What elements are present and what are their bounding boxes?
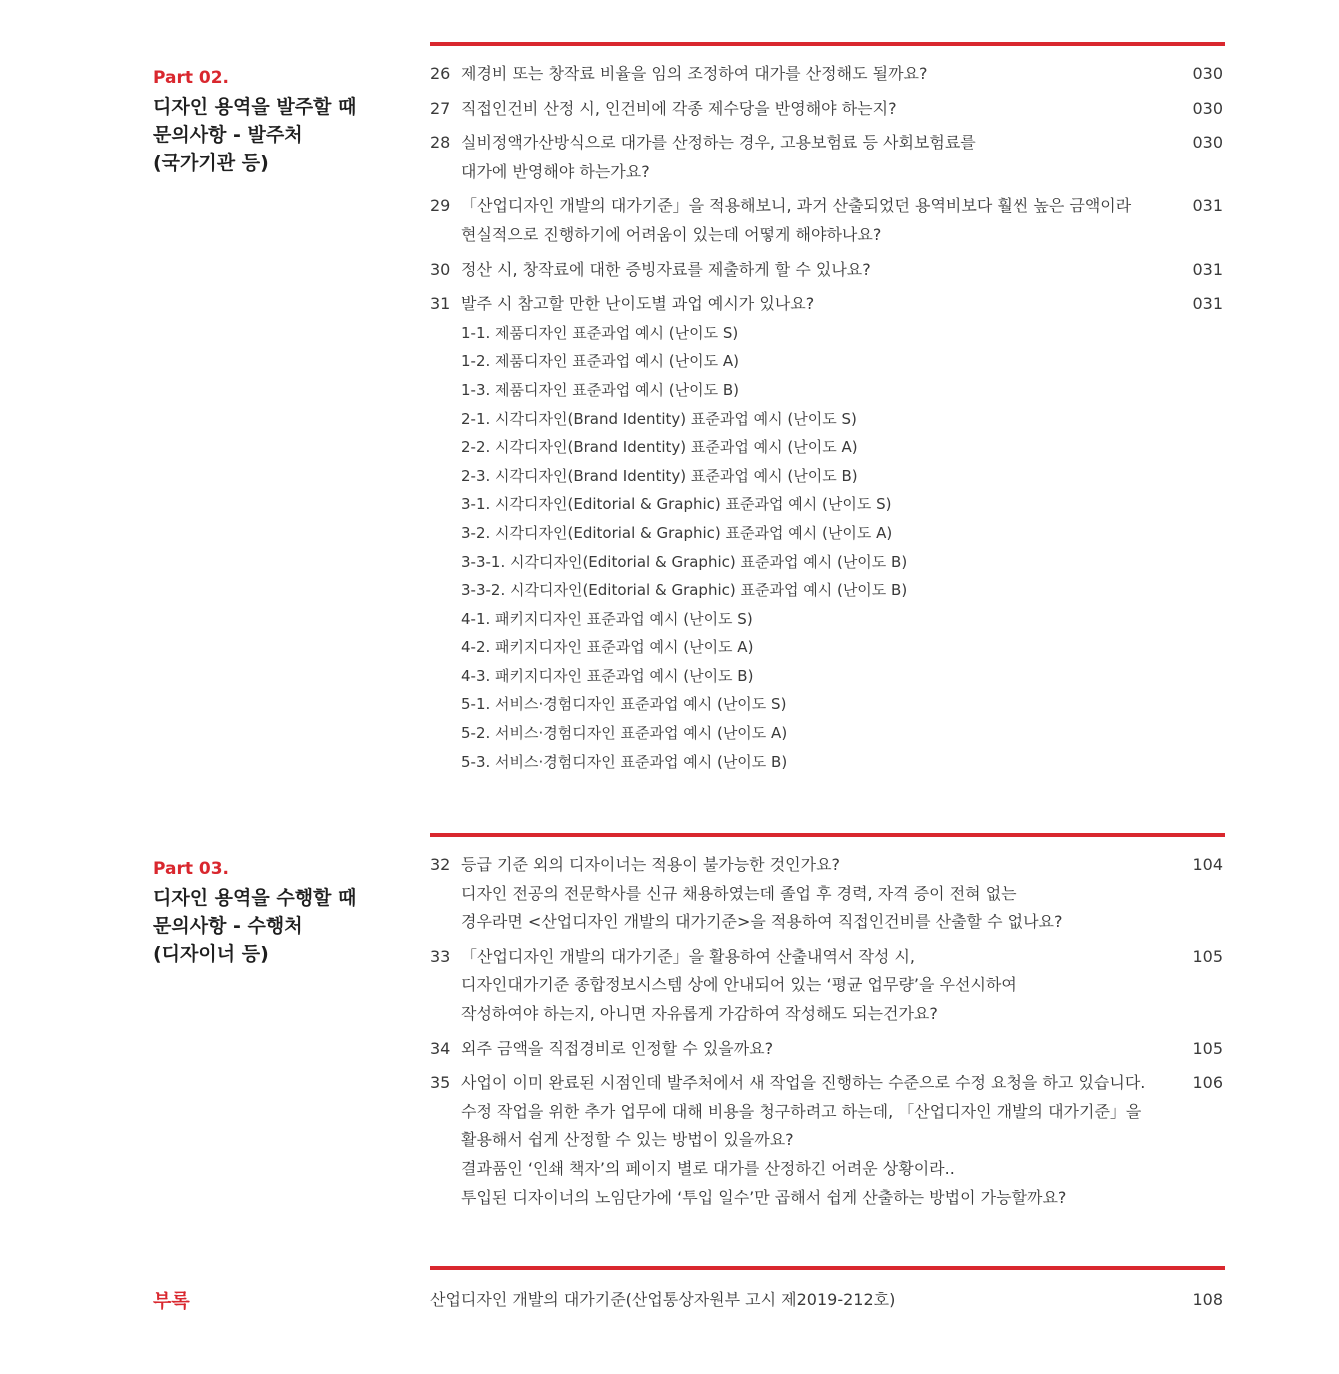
part-02-label: Part 02. xyxy=(153,68,230,88)
entry-line: 디자인대가기준 종합정보시스템 상에 안내되어 있는 ‘평균 업무량’을 우선시하여 xyxy=(461,975,1017,995)
entry-line: 외주 금액을 직접경비로 인정할 수 있을까요? xyxy=(461,1038,774,1058)
entry-line: 제경비 또는 창작료 비율을 임의 조정하여 대가를 산정해도 될까요? xyxy=(461,64,928,83)
toc-entry[interactable] xyxy=(430,851,1225,937)
entry-line: 사업이 이미 완료된 시점인데 발주처에서 새 작업을 진행하는 수준으로 수정 요청을 하고 있습니다. xyxy=(461,1073,1146,1093)
entry-number: 35 xyxy=(430,1073,451,1093)
sub-entry[interactable]: 1-1. 제품디자인 표준과업 예시 (난이도 S) xyxy=(461,323,739,342)
page-number: 105 xyxy=(1192,946,1223,966)
page-number: 105 xyxy=(1192,1038,1223,1058)
sub-entry[interactable]: 3-3-1. 시각디자인(Editorial & Graphic) 표준과업 예시 (난이도 B) xyxy=(461,552,908,571)
entry-line: 실비정액가산방식으로 대가를 산정하는 경우, 고용보험료 등 사회보험료를 xyxy=(461,133,976,153)
sub-entry[interactable]: 5-2. 서비스·경험디자인 표준과업 예시 (난이도 A) xyxy=(461,724,788,743)
appendix-label: 부록 xyxy=(153,1290,190,1312)
sub-entry[interactable]: 5-1. 서비스·경험디자인 표준과업 예시 (난이도 S) xyxy=(461,695,787,714)
entry-number: 34 xyxy=(430,1038,451,1058)
sub-entry[interactable]: 5-3. 서비스·경험디자인 표준과업 예시 (난이도 B) xyxy=(461,752,788,771)
page-number: 030 xyxy=(1192,64,1223,83)
entry-line: 발주 시 참고할 만한 난이도별 과업 예시가 있나요? xyxy=(461,294,815,314)
toc-entry[interactable] xyxy=(430,95,1225,124)
sub-entry[interactable]: 3-1. 시각디자인(Editorial & Graphic) 표준과업 예시 (난이도 S) xyxy=(461,495,892,514)
toc-entries xyxy=(430,60,1225,776)
part-02-title-line: 디자인 용역을 발주할 때 xyxy=(153,96,357,118)
sub-entry[interactable]: 3-3-2. 시각디자인(Editorial & Graphic) 표준과업 예시 (난이도 B) xyxy=(461,581,908,600)
section-divider xyxy=(430,833,1225,837)
toc-entry[interactable] xyxy=(430,943,1225,1029)
part-02-heading xyxy=(153,42,413,177)
toc-entry[interactable] xyxy=(430,290,1225,776)
appendix-toc xyxy=(430,1266,1225,1314)
entry-line: 투입된 디자이너의 노임단가에 ‘투입 일수’만 곱해서 쉽게 산출하는 방법이 가능할까요? xyxy=(461,1187,1067,1207)
section-divider xyxy=(430,42,1225,46)
sub-entry[interactable]: 4-3. 패키지디자인 표준과업 예시 (난이도 B) xyxy=(461,666,754,685)
entry-number: 26 xyxy=(430,64,451,83)
entry-number: 32 xyxy=(430,855,451,874)
toc-entry[interactable] xyxy=(430,1069,1225,1212)
page-number: 030 xyxy=(1192,98,1223,118)
sub-entry[interactable]: 2-1. 시각디자인(Brand Identity) 표준과업 예시 (난이도 S) xyxy=(461,409,857,428)
part-02-title-line: (국가기관 등) xyxy=(153,152,269,174)
part-03-heading xyxy=(153,833,413,968)
appendix-entry-text: 산업디자인 개발의 대가기준(산업통상자원부 고시 제2019-212호) xyxy=(430,1290,896,1309)
entry-number: 33 xyxy=(430,946,451,966)
sub-entry[interactable]: 2-2. 시각디자인(Brand Identity) 표준과업 예시 (난이도 A) xyxy=(461,438,858,457)
entry-line: 정산 시, 창작료에 대한 증빙자료를 제출하게 할 수 있나요? xyxy=(461,259,871,279)
page-number: 031 xyxy=(1192,294,1223,314)
part-03-title-line: 문의사항 - 수행처 xyxy=(153,915,303,937)
sub-entry[interactable]: 4-2. 패키지디자인 표준과업 예시 (난이도 A) xyxy=(461,638,754,657)
page-number: 104 xyxy=(1192,855,1223,874)
sub-entry[interactable]: 2-3. 시각디자인(Brand Identity) 표준과업 예시 (난이도 B) xyxy=(461,466,858,485)
page-number: 031 xyxy=(1192,259,1223,279)
part-03-title-line: (디자이너 등) xyxy=(153,943,269,965)
entry-line: 디자인 전공의 전문학사를 신규 채용하였는데 졸업 후 경력, 자격 증이 전혀 없는 xyxy=(461,883,1017,903)
part-03-label: Part 03. xyxy=(153,859,230,879)
page-number: 108 xyxy=(1192,1290,1223,1309)
page-number: 031 xyxy=(1192,196,1223,216)
entry-number: 27 xyxy=(430,98,451,118)
part-02-title-line: 문의사항 - 발주처 xyxy=(153,124,303,146)
entry-line: 직접인건비 산정 시, 인건비에 각종 제수당을 반영해야 하는지? xyxy=(461,98,897,118)
toc-entry[interactable] xyxy=(430,192,1225,249)
entry-line: 활용해서 쉽게 산정할 수 있는 방법이 있을까요? xyxy=(461,1130,794,1150)
entry-line: 결과품인 ‘인쇄 책자’의 페이지 별로 대가를 산정하긴 어려운 상황이라.. xyxy=(461,1158,955,1178)
entry-line: 경우라면 <산업디자인 개발의 대가기준>을 적용하여 직접인건비를 산출할 수 없나요? xyxy=(461,912,1063,932)
entry-number: 31 xyxy=(430,294,451,314)
toc-entry[interactable] xyxy=(430,60,1225,89)
entry-line: 작성하여야 하는지, 아니면 자유롭게 가감하여 작성해도 되는건가요? xyxy=(461,1003,938,1023)
appendix-entry[interactable] xyxy=(430,1286,1225,1314)
entry-line: 대가에 반영해야 하는가요? xyxy=(461,161,650,181)
sub-entry[interactable]: 4-1. 패키지디자인 표준과업 예시 (난이도 S) xyxy=(461,609,753,628)
section-divider xyxy=(430,1266,1225,1270)
toc-entries xyxy=(430,851,1225,1212)
appendix-heading xyxy=(153,1266,413,1313)
part-03-title xyxy=(153,884,413,968)
sub-entry[interactable]: 1-3. 제품디자인 표준과업 예시 (난이도 B) xyxy=(461,380,739,399)
entry-line: 수정 작업을 위한 추가 업무에 대해 비용을 청구하려고 하는데, 「산업디자인 개발의 대가기준」을 xyxy=(461,1101,1142,1121)
toc-entry[interactable] xyxy=(430,129,1225,186)
sub-entry[interactable]: 3-2. 시각디자인(Editorial & Graphic) 표준과업 예시 (난이도 A) xyxy=(461,523,893,542)
toc-entry[interactable] xyxy=(430,1035,1225,1064)
part-02-title xyxy=(153,93,413,177)
part-02-toc xyxy=(430,42,1225,782)
entry-number: 30 xyxy=(430,259,451,279)
page-number: 030 xyxy=(1192,133,1223,153)
toc-entry[interactable] xyxy=(430,256,1225,285)
entry-line: 「산업디자인 개발의 대가기준」을 활용하여 산출내역서 작성 시, xyxy=(461,946,916,966)
entry-line: 「산업디자인 개발의 대가기준」을 적용해보니, 과거 산출되었던 용역비보다 훨씬 높은 금액이라 xyxy=(461,196,1132,216)
page-number: 106 xyxy=(1192,1073,1223,1093)
part-03-toc xyxy=(430,833,1225,1218)
entry-line: 등급 기준 외의 디자이너는 적용이 불가능한 것인가요? xyxy=(461,855,841,874)
entry-line: 현실적으로 진행하기에 어려움이 있는데 어떻게 해야하나요? xyxy=(461,224,882,244)
part-03-title-line: 디자인 용역을 수행할 때 xyxy=(153,887,357,909)
sub-entry[interactable]: 1-2. 제품디자인 표준과업 예시 (난이도 A) xyxy=(461,352,739,371)
entry-number: 29 xyxy=(430,196,451,216)
entry-number: 28 xyxy=(430,133,451,153)
